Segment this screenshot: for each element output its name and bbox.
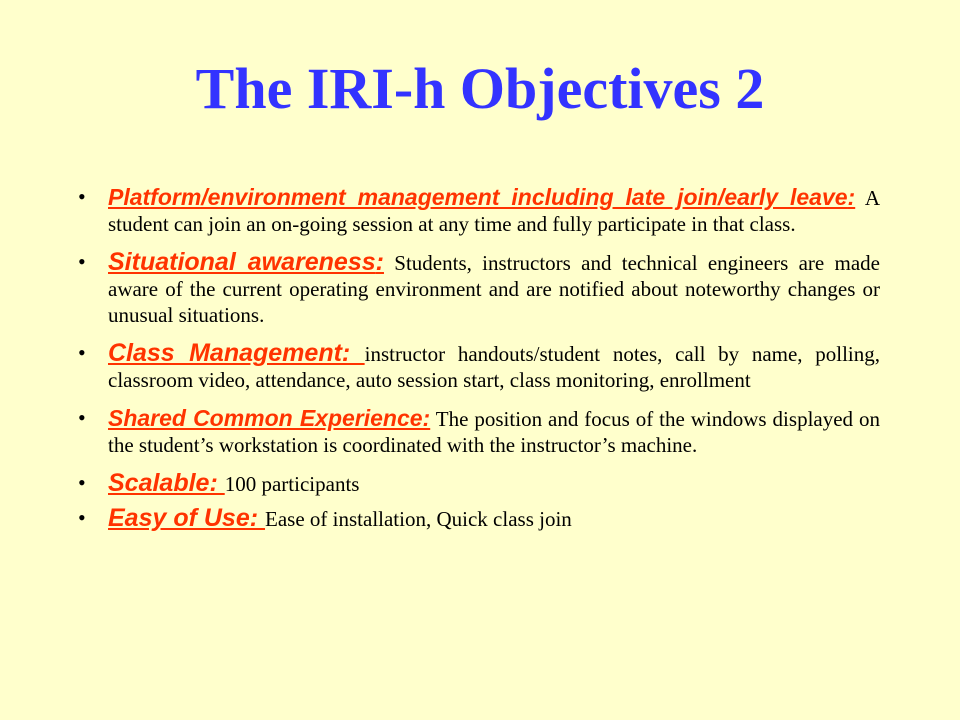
objective-text: Students, instructors and technical engineers are made aware of the current operating environment and are notified about noteworthy changes or unusual situations. (108, 251, 880, 327)
objective-heading: Situational awareness (108, 248, 376, 276)
objective-heading: Shared Common Experience: (108, 405, 431, 431)
objective-heading: Scalable: (108, 469, 225, 497)
bullet-icon: • (78, 405, 86, 430)
objective-heading: Easy of Use: (108, 504, 266, 532)
objective-text: instructor handouts/student notes, call by name, polling, classroom video, attendance, auto session start, class monitoring, enrollment (108, 342, 880, 392)
bullet-icon: • (78, 340, 86, 365)
objective-text: Ease of installation, Quick class join (265, 507, 572, 531)
objectives-list (78, 184, 880, 540)
objective-item-class-management (78, 340, 880, 393)
objective-item-ease-of-use (78, 505, 880, 532)
objective-item-platform (78, 184, 880, 237)
objective-heading: Class Management: (108, 339, 365, 367)
objective-heading: Platform/environment management including late join/early leave (108, 184, 848, 210)
objective-item-shared-experience (78, 405, 880, 458)
objective-text: A student can join an on-going session at any time and fully participate in that class. (108, 186, 880, 236)
objective-heading-separator: : (847, 184, 856, 210)
bullet-icon: • (78, 249, 86, 274)
bullet-icon: • (78, 505, 86, 530)
objective-heading-separator: : (375, 248, 384, 276)
bullet-icon: • (78, 470, 86, 495)
slide-title: The IRI-h Objectives 2 (195, 56, 765, 121)
objective-text: 100 participants (224, 472, 360, 496)
objective-item-scalable (78, 470, 880, 497)
objective-text: The position and focus of the windows displayed on the student’s workstation is coordinated with the instructor’s machine. (108, 407, 880, 457)
objective-item-situational-awareness (78, 249, 880, 328)
bullet-icon: • (78, 184, 86, 209)
